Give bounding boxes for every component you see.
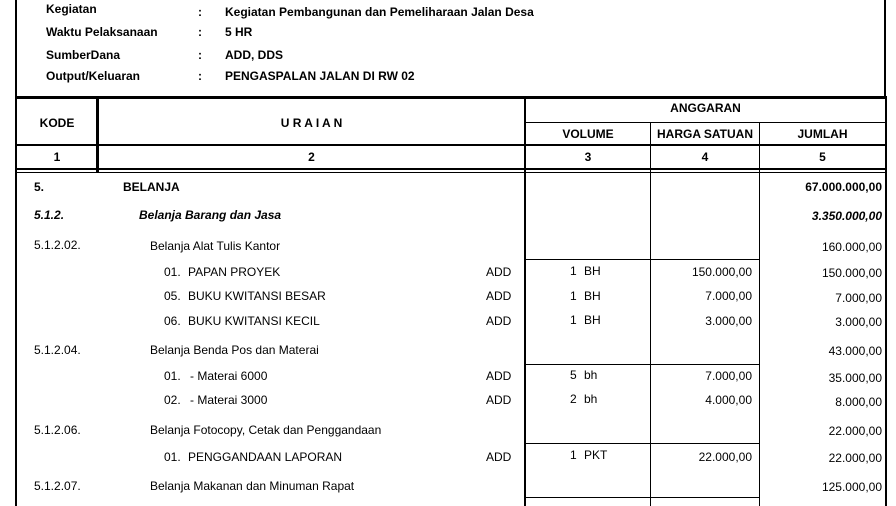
- item-satuan: BH: [584, 289, 601, 303]
- info-value: ADD, DDS: [225, 48, 284, 62]
- item-jumlah: 150.000,00: [821, 266, 882, 280]
- info-value: PENGASPALAN JALAN DI RW 02: [225, 69, 415, 83]
- item-satuan: BH: [584, 313, 601, 327]
- item-number: 02.: [164, 393, 181, 407]
- item-jumlah: 35.000,00: [828, 371, 882, 385]
- info-separator: :: [198, 69, 202, 83]
- item-sumber: ADD: [486, 369, 512, 383]
- info-label: Output/Keluaran: [46, 69, 141, 83]
- item-satuan: bh: [584, 368, 598, 382]
- group-line: [524, 443, 760, 444]
- row-kode: 5.1.2.04.: [34, 343, 81, 357]
- item-sumber: ADD: [486, 265, 512, 279]
- item-uraian: - Materai 3000: [190, 393, 268, 407]
- item-satuan: PKT: [584, 448, 608, 462]
- item-harga: 7.000,00: [705, 289, 752, 303]
- info-label: Kegiatan: [46, 2, 97, 16]
- item-sumber: ADD: [486, 314, 512, 328]
- item-number: 05.: [164, 289, 181, 303]
- info-label: Waktu Pelaksanaan: [46, 25, 158, 39]
- table-right-border: [885, 96, 887, 506]
- row-kode: 5.: [34, 180, 45, 194]
- anggaran-under-line: [524, 122, 886, 123]
- item-volume: 5: [570, 368, 577, 382]
- item-harga: 3.000,00: [705, 314, 752, 328]
- item-uraian: PAPAN PROYEK: [188, 265, 281, 279]
- item-volume: 2: [570, 392, 577, 406]
- row-jumlah: 125.000,00: [821, 480, 882, 494]
- row-uraian: BELANJA: [123, 180, 180, 194]
- item-jumlah: 7.000,00: [835, 291, 882, 305]
- info-value: 5 HR: [225, 25, 253, 39]
- item-volume: 1: [570, 289, 577, 303]
- header-kode: KODE: [39, 116, 75, 130]
- row-jumlah: 22.000,00: [828, 424, 882, 438]
- item-number: 01.: [164, 369, 181, 383]
- row-jumlah: 160.000,00: [821, 240, 882, 254]
- item-number: 01.: [164, 450, 181, 464]
- item-number: 01.: [164, 265, 181, 279]
- item-volume: 1: [570, 264, 577, 278]
- info-separator: :: [198, 25, 202, 39]
- numbers-bottom-line-2: [15, 172, 886, 173]
- item-jumlah: 22.000,00: [828, 451, 882, 465]
- item-number: 06.: [164, 314, 181, 328]
- col-number: 5: [819, 150, 826, 164]
- header-uraian: U R A I A N: [280, 116, 343, 130]
- item-uraian: - Materai 6000: [190, 369, 268, 383]
- header-harga-satuan: HARGA SATUAN: [657, 127, 753, 141]
- row-kode: 5.1.2.: [34, 208, 65, 222]
- item-jumlah: 8.000,00: [835, 395, 882, 409]
- item-harga: 150.000,00: [691, 265, 752, 279]
- row-uraian: Belanja Fotocopy, Cetak dan Penggandaan: [150, 423, 382, 437]
- item-satuan: bh: [584, 392, 598, 406]
- row-kode: 5.1.2.06.: [34, 423, 81, 437]
- numbers-bottom-line: [15, 168, 886, 170]
- row-uraian: Belanja Alat Tulis Kantor: [150, 239, 281, 253]
- row-uraian: Belanja Barang dan Jasa: [139, 208, 282, 222]
- group-line: [524, 364, 760, 365]
- header-bottom-line: [15, 144, 886, 146]
- item-harga: 7.000,00: [705, 369, 752, 383]
- item-jumlah: 3.000,00: [835, 315, 882, 329]
- item-sumber: ADD: [486, 289, 512, 303]
- col-number: 1: [53, 150, 61, 164]
- col-number: 2: [308, 150, 315, 164]
- row-uraian: Belanja Makanan dan Minuman Rapat: [150, 479, 355, 493]
- col-number: 3: [584, 150, 592, 164]
- table-top-line: [15, 96, 886, 99]
- item-satuan: BH: [584, 264, 601, 278]
- row-kode: 5.1.2.02.: [34, 238, 81, 252]
- info-separator: :: [198, 5, 202, 19]
- item-uraian: BUKU KWITANSI BESAR: [188, 289, 326, 303]
- item-volume: 1: [570, 313, 577, 327]
- info-border-left: [15, 0, 17, 97]
- item-sumber: ADD: [486, 450, 512, 464]
- header-anggaran: ANGGARAN: [670, 101, 741, 115]
- header-jumlah: JUMLAH: [797, 127, 848, 141]
- row-jumlah: 67.000.000,00: [805, 180, 882, 194]
- item-harga: 4.000,00: [705, 393, 752, 407]
- info-value: Kegiatan Pembangunan dan Pemeliharaan Jalan Desa: [225, 5, 534, 19]
- header-volume: VOLUME: [562, 127, 614, 141]
- info-label: SumberDana: [46, 48, 121, 62]
- info-separator: :: [198, 48, 202, 62]
- group-line: [524, 497, 760, 498]
- info-border-right: [884, 0, 886, 97]
- group-line: [524, 259, 760, 260]
- item-volume: 1: [570, 448, 577, 462]
- item-sumber: ADD: [486, 393, 512, 407]
- item-uraian: PENGGANDAAN LAPORAN: [188, 450, 343, 464]
- row-kode: 5.1.2.07.: [34, 479, 81, 493]
- item-uraian: BUKU KWITANSI KECIL: [188, 314, 320, 328]
- row-jumlah: 3.350.000,00: [811, 209, 882, 223]
- item-harga: 22.000,00: [698, 450, 752, 464]
- col-number: 4: [701, 150, 709, 164]
- row-uraian: Belanja Benda Pos dan Materai: [150, 343, 319, 357]
- row-jumlah: 43.000,00: [828, 344, 882, 358]
